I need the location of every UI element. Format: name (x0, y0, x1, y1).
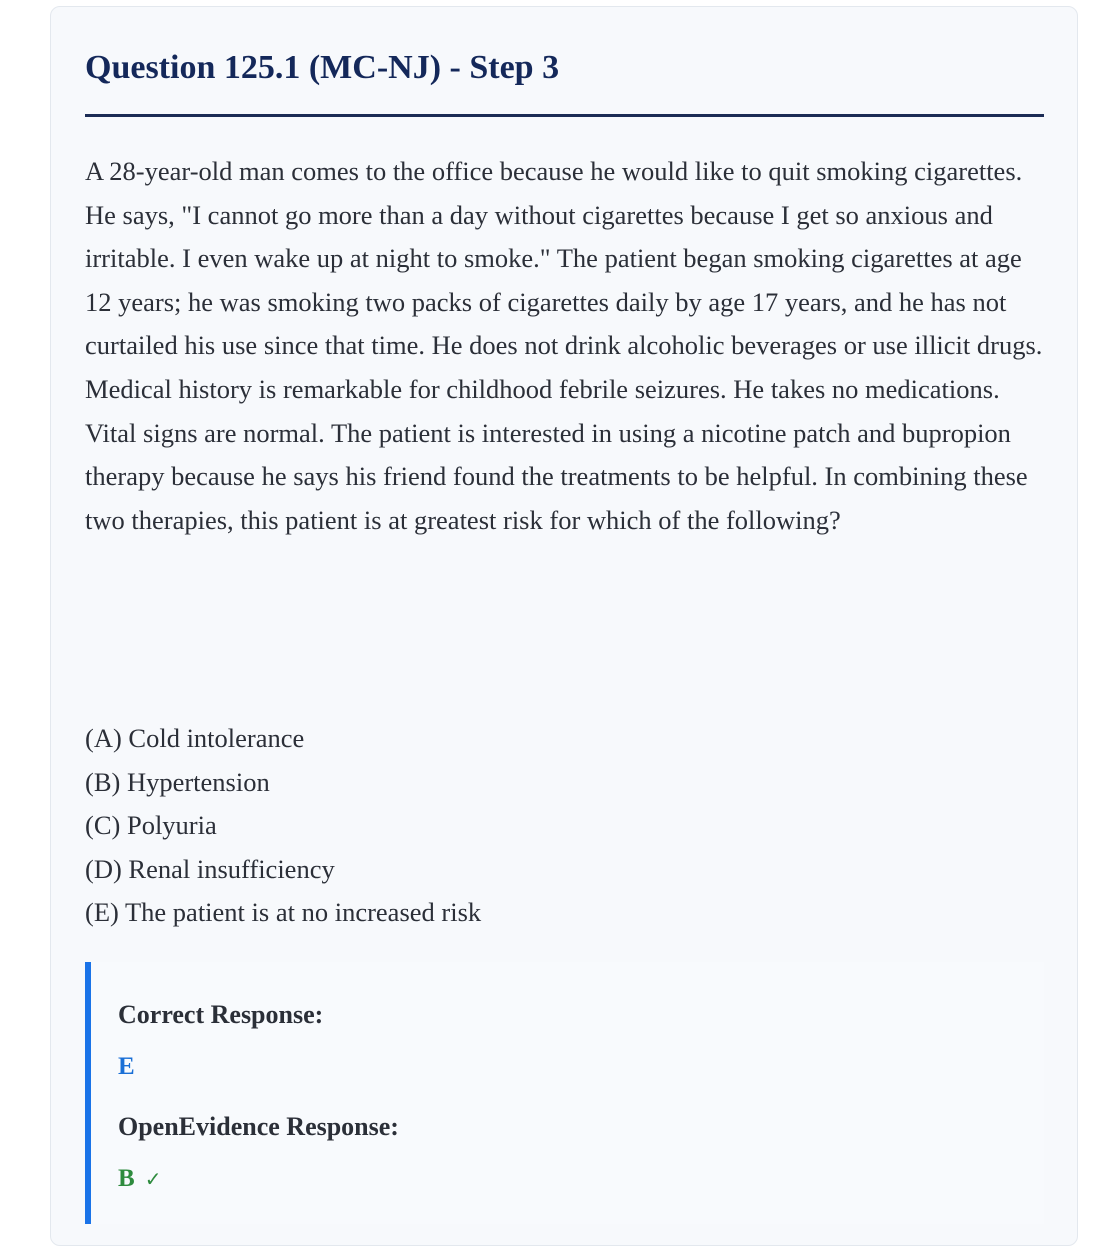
question-title: Question 125.1 (MC-NJ) - Step 3 (85, 49, 560, 86)
option-e: (E) The patient is at no increased risk (85, 897, 482, 928)
question-stem: A 28-year-old man comes to the office because he would like to quit smoking cigarettes. He says, "I cannot go more than a day without cigarettes because I get so anxious and irritable. I even wake up at night to smoke." The patient began smoking cigarettes at age 12 years; he was smoking two packs of cigarettes daily by age 17 years, and he has not curtailed his use since that time. He does not drink alcoholic beverages or use illicit drugs. Medical history is remarkable for childhood febrile seizures. He takes no medications. Vital signs are normal. The patient is interested in using a nicotine patch and bupropion therapy because he says his friend found the treatments to be helpful. In combining these two therapies, this patient is at greatest risk for which of the following? (85, 156, 1043, 535)
option-b: (B) Hypertension (85, 766, 270, 797)
openevidence-response-label: OpenEvidence Response: (118, 1112, 399, 1141)
correct-response-value: E (118, 1053, 135, 1080)
response-panel (85, 962, 1044, 1224)
question-card (50, 6, 1078, 1246)
correct-response-label: Correct Response: (118, 1000, 324, 1029)
openevidence-response-value: B (118, 1165, 135, 1192)
option-c: (C) Polyuria (85, 810, 217, 841)
checkmark-icon: ✓ (144, 1167, 162, 1191)
option-d: (D) Renal insufficiency (85, 853, 335, 884)
answer-options (85, 717, 481, 935)
openevidence-response (118, 1165, 161, 1193)
option-a: (A) Cold intolerance (85, 723, 305, 753)
title-divider (85, 114, 1044, 117)
